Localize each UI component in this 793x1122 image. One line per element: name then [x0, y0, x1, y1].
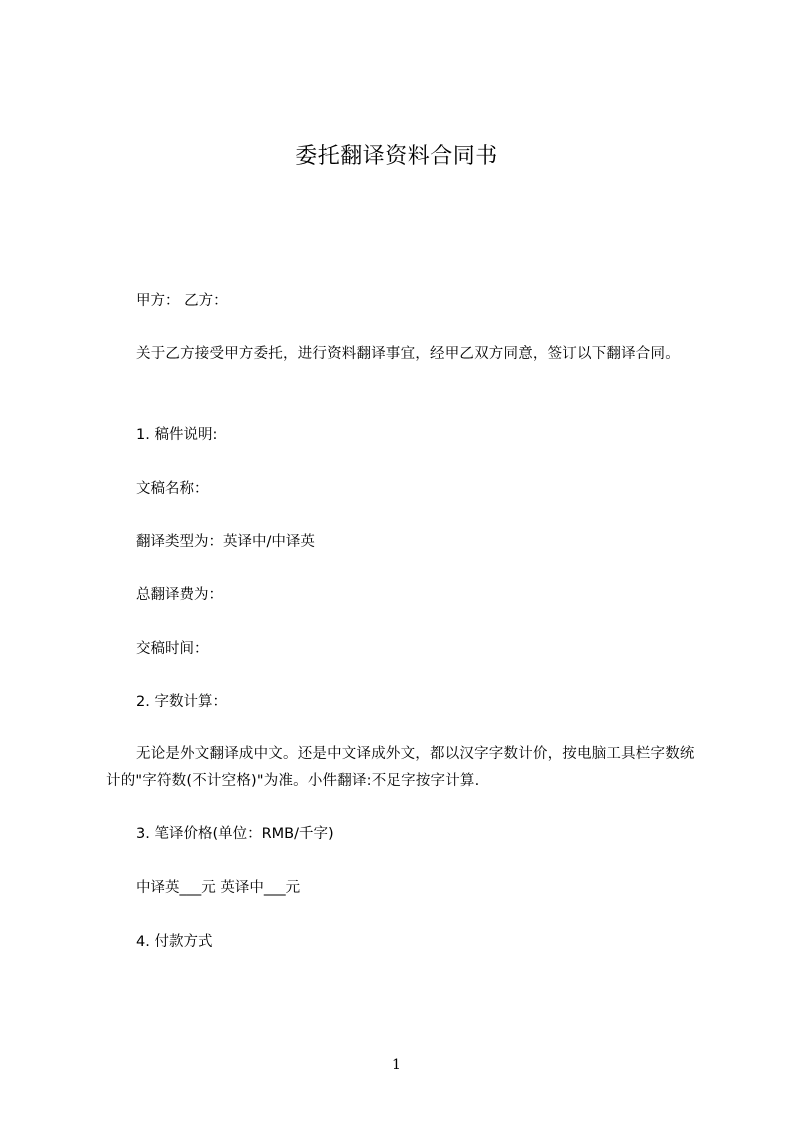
section-1-heading: 1. 稿件说明: [136, 427, 218, 443]
section-3-heading: 3. 笔译价格(单位：RMB/千字) [136, 826, 334, 842]
parties-line: 甲方： 乙方： [136, 293, 228, 309]
delivery-time-line: 交稿时间： [136, 641, 209, 657]
document-title: 委托翻译资料合同书 [295, 144, 498, 169]
intro-paragraph: 关于乙方接受甲方委托，进行资料翻译事宜，经甲乙双方同意，签订以下翻译合同。 [136, 346, 680, 362]
section-2-heading: 2. 字数计算： [136, 694, 227, 710]
page-number: 1 [392, 1057, 401, 1073]
total-fee-line: 总翻译费为： [136, 587, 223, 603]
price-line: 中译英___元 英译中___元 [136, 880, 301, 896]
translation-type-line: 翻译类型为：英译中/中译英 [136, 534, 315, 550]
section-4-heading: 4. 付款方式 [136, 934, 213, 950]
document-name-line: 文稿名称： [136, 481, 209, 497]
word-count-paragraph: 无论是外文翻译成中文。还是中文译成外文，都以汉字字数计价，按电脑工具栏字数统计的"字符数(不计空格)"为准。小件翻译:不足字按字计算. [106, 746, 695, 789]
